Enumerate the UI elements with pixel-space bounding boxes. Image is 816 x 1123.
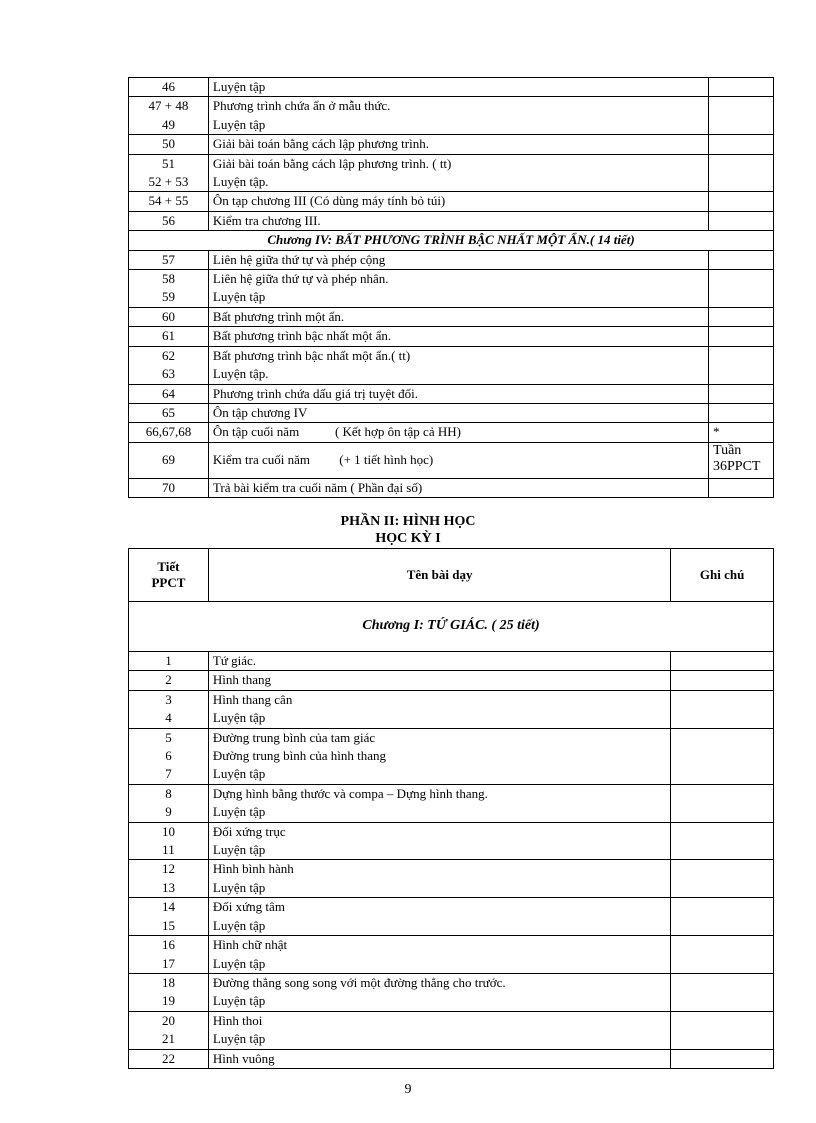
lesson-title: Trả bài kiểm tra cuối năm ( Phần đại số) (212, 479, 423, 495)
note-cell (671, 1049, 774, 1068)
period-number: 66,67,68 (145, 424, 192, 440)
page-number: 9 (404, 1082, 412, 1097)
lesson-title: Luyện tập (212, 804, 266, 820)
lesson-title: Luyện tập (212, 955, 266, 971)
lesson-title: Đối xứng tâm (212, 899, 285, 915)
lesson-title: Luyện tập (212, 993, 266, 1009)
period-number-cell (129, 346, 209, 384)
lesson-title: Bất phương trình bậc nhất một ẩn.( tt) (212, 347, 411, 363)
table-row (129, 1011, 774, 1049)
period-number-cell (129, 270, 209, 308)
period-number: 12 (161, 861, 175, 877)
period-number-cell (129, 936, 209, 974)
lesson-title: Tứ giác. (212, 653, 257, 668)
lesson-title: Hình thang (212, 672, 272, 688)
lesson-title: Đường trung bình của hình thang (212, 748, 387, 764)
lesson-title: Ôn tập chương IV (212, 404, 308, 420)
note-cell (709, 135, 774, 154)
period-number: 49 (161, 116, 175, 132)
table-row (129, 231, 774, 250)
period-number-cell (129, 307, 209, 326)
lesson-title-cell (208, 346, 708, 384)
period-number-cell (129, 442, 209, 478)
period-number: 58 (161, 271, 175, 287)
lesson-title-cell (208, 154, 708, 192)
lesson-title: Luyện tập (212, 879, 266, 895)
note-cell (671, 822, 774, 860)
geometry-lesson-table (128, 548, 774, 1069)
lesson-title-cell (208, 1011, 670, 1049)
lesson-title: Luyện tập (212, 710, 266, 726)
lesson-title: Ôn tạp chương III (Có dùng máy tính bỏ túi) (212, 193, 446, 209)
lesson-title-cell (208, 898, 670, 936)
lesson-title: Luyện tập (212, 289, 266, 305)
period-number-cell (129, 671, 209, 690)
period-number-cell (129, 860, 209, 898)
table-row (129, 97, 774, 135)
lesson-title: Hình vuông (212, 1050, 275, 1066)
period-number-cell (129, 327, 209, 346)
part-heading: PHẦN II: HÌNH HỌC (340, 514, 476, 529)
period-number-cell (129, 192, 209, 211)
period-number-cell (129, 135, 209, 154)
table-row (129, 135, 774, 154)
period-number-cell (129, 423, 209, 442)
period-number-cell (129, 211, 209, 230)
header-lesson-name: Tên bài dạy (208, 549, 670, 602)
note-cell (709, 346, 774, 384)
period-number: 1 (165, 653, 172, 668)
note-cell (709, 211, 774, 230)
period-number: 46 (161, 79, 175, 94)
period-number-cell (129, 1011, 209, 1049)
table-row (129, 936, 774, 974)
period-number-cell (129, 154, 209, 192)
lesson-title-cell (208, 192, 708, 211)
table-row (129, 307, 774, 326)
lesson-title: Đối xứng trục (212, 823, 286, 839)
note-cell (709, 307, 774, 326)
note-cell: * (709, 423, 774, 442)
chapter-heading: Chương I: TỨ GIÁC. ( 25 tiết) (129, 602, 774, 652)
lesson-title: Giải bài toán bằng cách lập phương trình. ( tt) (212, 155, 452, 171)
lesson-title: Phương trình chứa ẩn ở mẫu thức. (212, 98, 391, 114)
table-row (129, 442, 774, 478)
period-number: 22 (161, 1050, 175, 1066)
note-cell (671, 671, 774, 690)
lesson-title-cell (208, 973, 670, 1011)
note-cell (709, 192, 774, 211)
lesson-title-cell (208, 135, 708, 154)
note-cell (671, 652, 774, 671)
period-number: 50 (161, 136, 175, 152)
period-number: 13 (161, 879, 175, 895)
note-cell (709, 384, 774, 403)
period-number-cell (129, 478, 209, 497)
period-number: 60 (161, 308, 175, 324)
header-notes: Ghi chú (671, 549, 774, 602)
note-cell (671, 860, 774, 898)
lesson-title: Phương trình chứa dấu giá trị tuyệt đối. (212, 385, 419, 401)
period-number-cell (129, 1049, 209, 1068)
table-row (129, 784, 774, 822)
lesson-title-cell (208, 211, 708, 230)
period-number: 17 (161, 955, 175, 971)
lesson-title: Đường thẳng song song với một đường thẳng cho trước. (212, 974, 506, 990)
lesson-title-cell (208, 250, 708, 269)
period-number: 9 (165, 804, 172, 820)
period-number: 51 (161, 155, 175, 171)
table-row (129, 192, 774, 211)
period-number: 16 (161, 937, 175, 953)
period-number: 19 (161, 993, 175, 1009)
table-row (129, 270, 774, 308)
lesson-title-cell (208, 652, 670, 671)
table-row (129, 154, 774, 192)
note-cell (709, 327, 774, 346)
period-number: 15 (161, 917, 175, 933)
header-period: Tiết PPCT (129, 549, 209, 602)
note-cell: Tuần 36PPCT (709, 442, 774, 478)
period-number: 3 (165, 691, 172, 707)
period-number: 7 (165, 766, 172, 782)
note-cell (709, 154, 774, 192)
note-cell (671, 728, 774, 784)
lesson-title-cell (208, 728, 670, 784)
lesson-title: Luyện tập. (212, 174, 269, 190)
lesson-title: Kiểm tra chương III. (212, 212, 321, 228)
table-row (129, 78, 774, 97)
period-number-cell (129, 973, 209, 1011)
table-row (129, 728, 774, 784)
lesson-title: Luyện tập (212, 1031, 266, 1047)
lesson-title: Luyện tập (212, 842, 266, 858)
lesson-title: Luyện tập (212, 116, 266, 132)
lesson-title-cell (208, 327, 708, 346)
lesson-title-cell (208, 442, 708, 478)
table-row (129, 690, 774, 728)
note-cell (671, 1011, 774, 1049)
period-number: 2 (165, 672, 172, 688)
period-number-cell (129, 728, 209, 784)
period-number-cell (129, 898, 209, 936)
lesson-title-cell (208, 860, 670, 898)
lesson-title: Ôn tập cuối năm ( Kết hợp ôn tập cả HH) (212, 424, 461, 440)
period-number: 69 (161, 452, 175, 468)
lesson-title-cell (208, 784, 670, 822)
lesson-title: Luyện tập. (212, 366, 269, 382)
lesson-title-cell (208, 822, 670, 860)
lesson-title: Luyện tập (212, 79, 266, 94)
period-number: 61 (161, 328, 175, 344)
lesson-title: Hình thoi (212, 1012, 263, 1028)
lesson-title: Luyện tập (212, 766, 266, 782)
table-row (129, 1049, 774, 1068)
note-cell (671, 784, 774, 822)
lesson-title: Giải bài toán bằng cách lập phương trình. (212, 136, 429, 152)
lesson-title-cell (208, 423, 708, 442)
table-row (129, 973, 774, 1011)
period-number: 52 + 53 (148, 174, 189, 190)
period-number: 62 (161, 347, 175, 363)
note-cell (709, 78, 774, 97)
lesson-title: Hình bình hành (212, 861, 294, 877)
period-number: 10 (161, 823, 175, 839)
lesson-title-cell (208, 1049, 670, 1068)
table-row (129, 652, 774, 671)
period-number-cell (129, 250, 209, 269)
table-row (129, 211, 774, 230)
period-number-cell (129, 403, 209, 422)
lesson-title-cell (208, 671, 670, 690)
lesson-title-cell (208, 936, 670, 974)
table-row (129, 898, 774, 936)
lesson-title: Luyện tập (212, 917, 266, 933)
note-cell (709, 478, 774, 497)
period-number: 64 (161, 385, 175, 401)
lesson-title-cell (208, 690, 670, 728)
algebra-lesson-table (128, 77, 774, 498)
lesson-title: Kiểm tra cuối năm (+ 1 tiết hình học) (212, 452, 434, 468)
lesson-title: Đường trung bình của tam giác (212, 729, 376, 745)
lesson-title-cell (208, 478, 708, 497)
table-row (129, 822, 774, 860)
table-row (129, 327, 774, 346)
period-number-cell (129, 784, 209, 822)
lesson-title: Dựng hình bằng thước và compa – Dựng hình thang. (212, 785, 488, 801)
period-number: 59 (161, 289, 175, 305)
table-row (129, 478, 774, 497)
period-number: 21 (161, 1031, 175, 1047)
period-number: 70 (161, 479, 175, 495)
period-number: 14 (161, 899, 175, 915)
table-row (129, 671, 774, 690)
lesson-title: Hình chữ nhật (212, 937, 288, 953)
period-number-cell (129, 97, 209, 135)
period-number-cell (129, 384, 209, 403)
period-number: 20 (161, 1012, 175, 1028)
table-row (129, 346, 774, 384)
note-cell (671, 690, 774, 728)
table-row (129, 250, 774, 269)
note-cell (709, 250, 774, 269)
note-cell (709, 403, 774, 422)
note-cell (671, 898, 774, 936)
table-row (129, 403, 774, 422)
period-number: 54 + 55 (148, 193, 189, 209)
period-number: 8 (165, 785, 172, 801)
lesson-title-cell (208, 384, 708, 403)
table-row (129, 423, 774, 442)
period-number: 4 (165, 710, 172, 726)
lesson-title: Liên hệ giữa thứ tự và phép cộng (212, 251, 386, 267)
note-cell (671, 936, 774, 974)
lesson-title: Hình thang cân (212, 691, 293, 707)
lesson-title-cell (208, 97, 708, 135)
lesson-title: Bất phương trình một ẩn. (212, 308, 345, 324)
table-row (129, 384, 774, 403)
period-number: 57 (161, 251, 175, 267)
period-number: 5 (165, 729, 172, 745)
period-number: 6 (165, 748, 172, 764)
period-number: 47 + 48 (148, 98, 189, 114)
lesson-title-cell (208, 270, 708, 308)
period-number-cell (129, 690, 209, 728)
period-number-cell (129, 78, 209, 97)
note-cell (709, 270, 774, 308)
chapter-heading: Chương IV: BẤT PHƯƠNG TRÌNH BẬC NHẤT MỘT ẨN.( 14 tiết) (129, 231, 774, 250)
period-number: 18 (161, 974, 175, 990)
table-row (129, 860, 774, 898)
lesson-title-cell (208, 78, 708, 97)
term-heading: HỌC KỲ I (375, 531, 441, 546)
note-cell (671, 973, 774, 1011)
lesson-title-cell (208, 307, 708, 326)
lesson-title-cell (208, 403, 708, 422)
lesson-title: Bất phương trình bậc nhất một ẩn. (212, 328, 392, 344)
note-cell (709, 97, 774, 135)
period-number: 56 (161, 212, 175, 228)
period-number-cell (129, 652, 209, 671)
period-number: 11 (162, 842, 175, 858)
period-number: 65 (161, 404, 175, 420)
period-number-cell (129, 822, 209, 860)
lesson-title: Liên hệ giữa thứ tự và phép nhân. (212, 271, 389, 287)
period-number: 63 (161, 366, 175, 382)
